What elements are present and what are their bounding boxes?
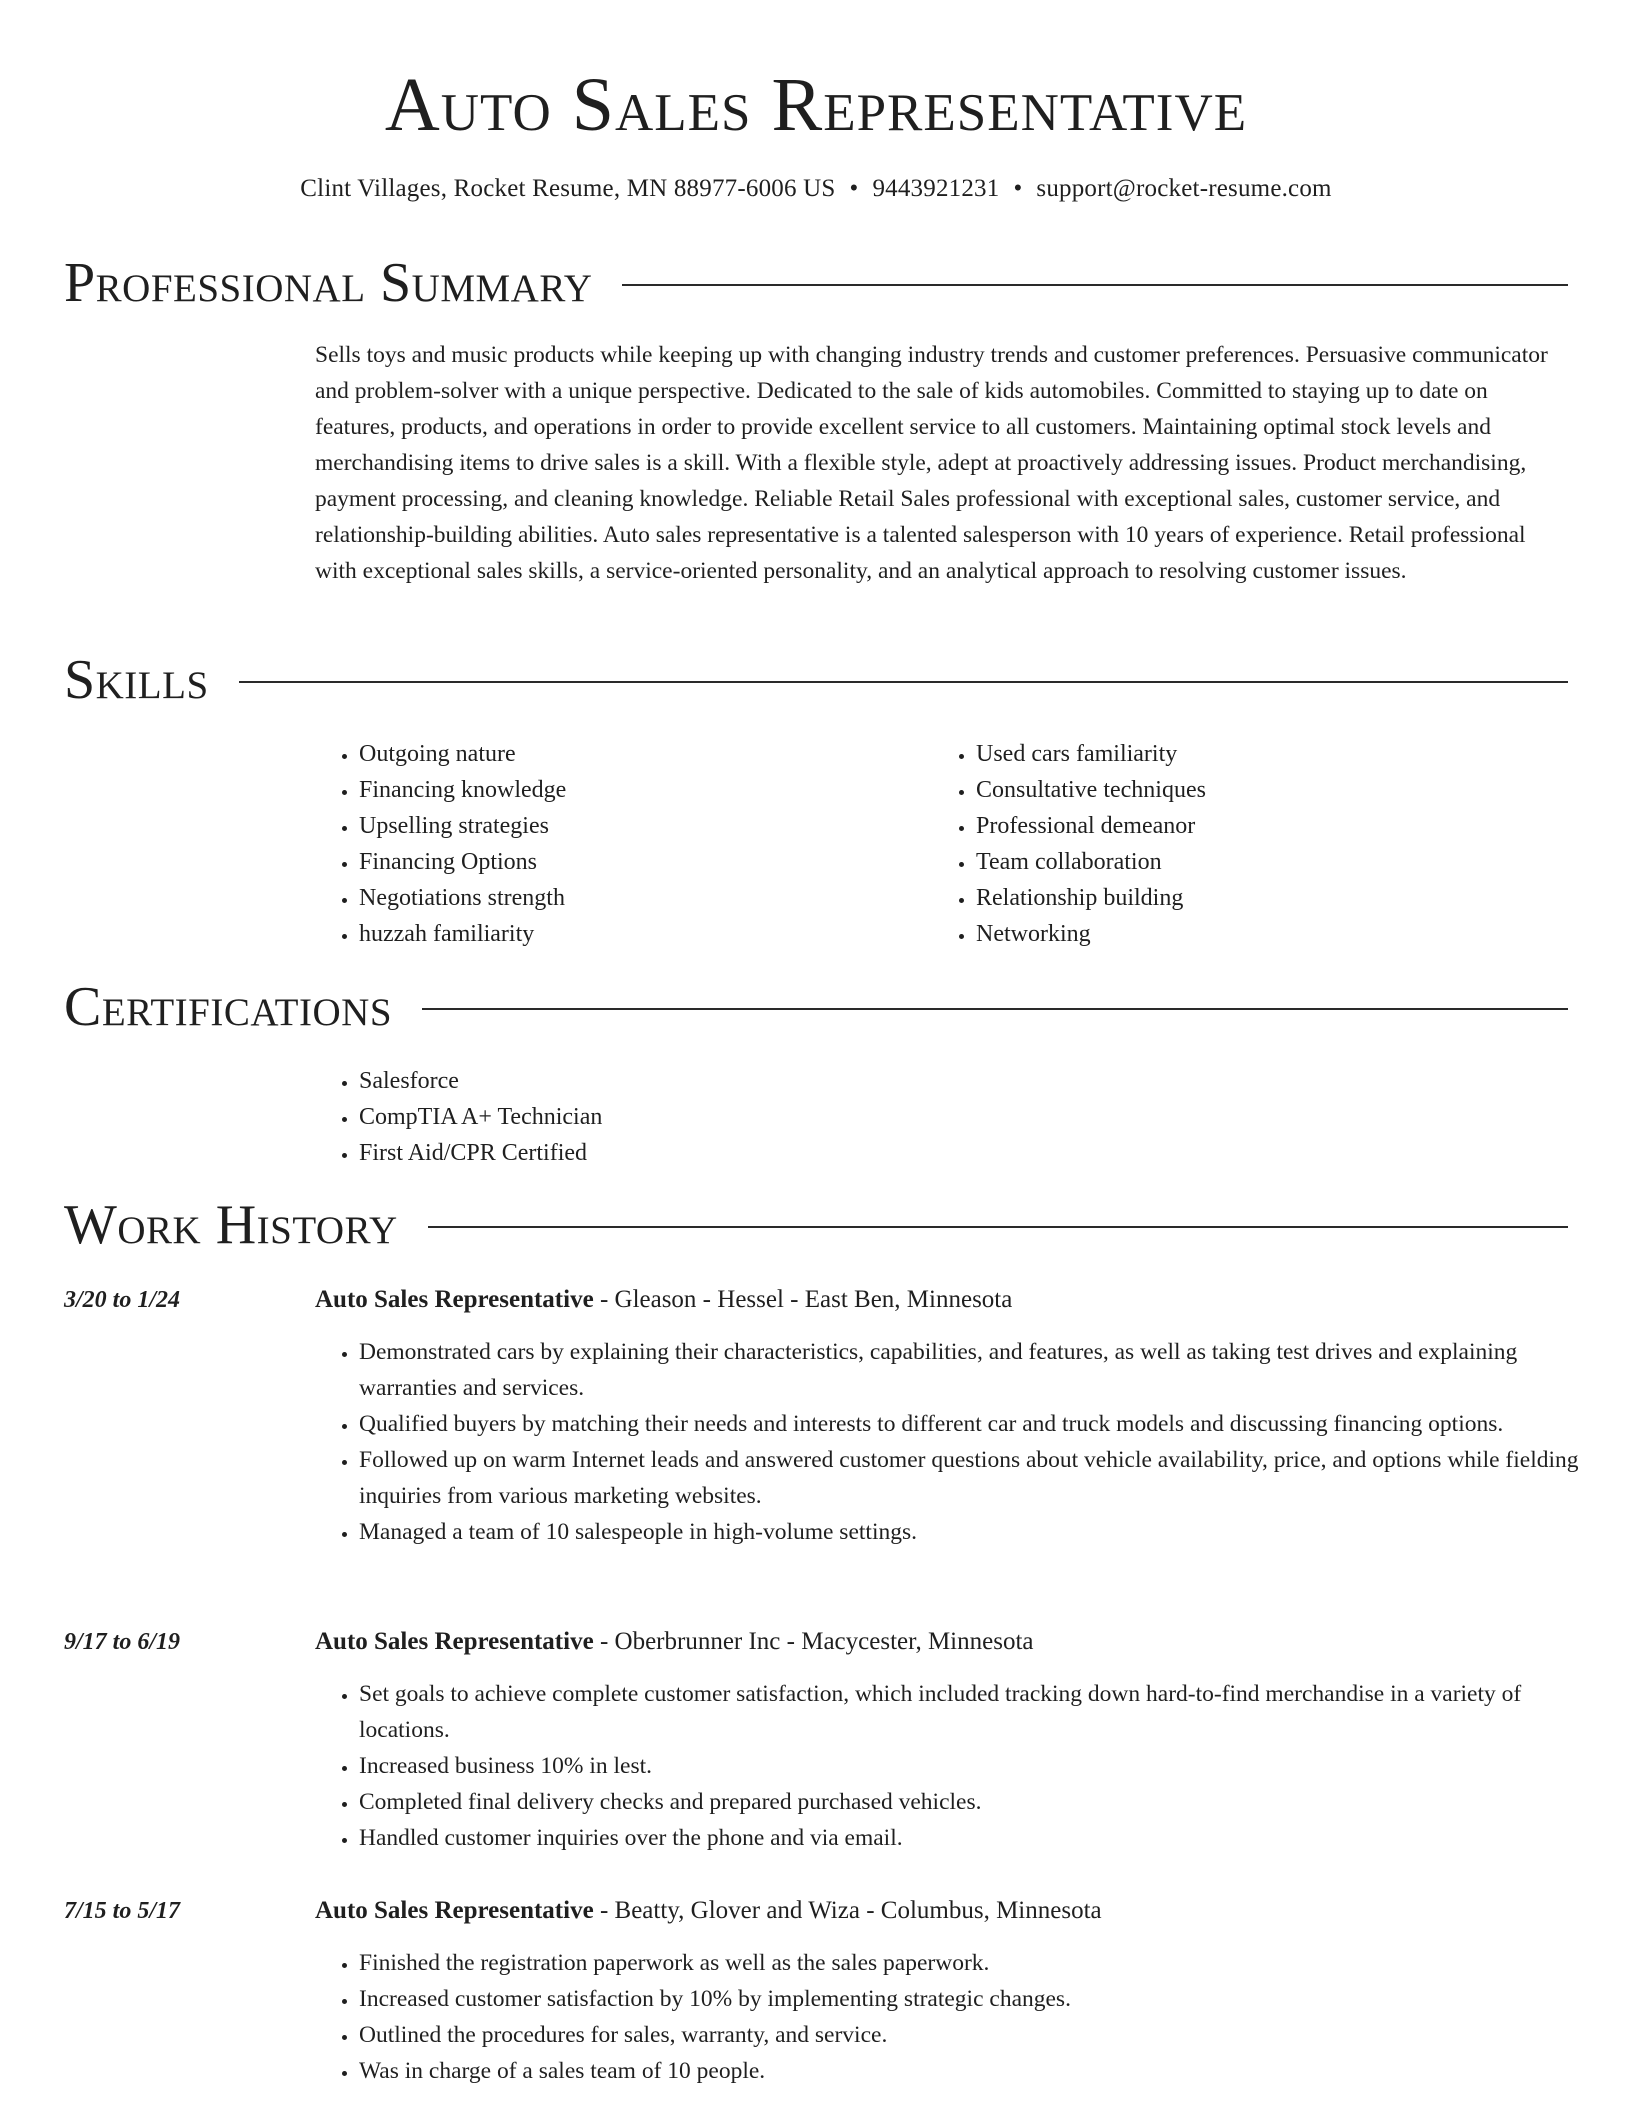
job-bullets xyxy=(315,1945,1617,2089)
resume-title: Auto Sales Representative xyxy=(384,63,1248,147)
section-header-certifications xyxy=(64,972,1568,1042)
section-divider xyxy=(428,1226,1568,1228)
job-dates: 3/20 to 1/24 xyxy=(64,1287,181,1313)
skill-item: • Outgoing nature xyxy=(359,736,875,772)
job-dates: 7/15 to 5/17 xyxy=(64,1898,181,1924)
job-bullets xyxy=(315,1676,1617,1856)
job-bullet: • Demonstrated cars by explaining their characteristics, capabilities, and features, as well as taking test drives and explaining warranties and services. xyxy=(359,1334,1617,1406)
section-title-summary: Professional Summary xyxy=(64,252,593,314)
contact-line xyxy=(0,172,1632,206)
skills-column-left xyxy=(315,736,875,952)
skill-item: • Negotiations strength xyxy=(359,880,875,916)
section-divider xyxy=(622,284,1568,286)
certification-item: • First Aid/CPR Certified xyxy=(359,1135,1115,1171)
job-role: Auto Sales Representative xyxy=(315,1628,594,1655)
skill-item: • Financing knowledge xyxy=(359,772,875,808)
job-heading xyxy=(315,1624,1033,1660)
job-bullet: • Completed final delivery checks and prepared purchased vehicles. xyxy=(359,1784,1617,1820)
section-header-summary xyxy=(64,248,1568,318)
contact-separator: • xyxy=(1013,175,1023,202)
skills-column-right xyxy=(932,736,1492,952)
job-bullet: • Handled customer inquiries over the phone and via email. xyxy=(359,1820,1617,1856)
contact-separator: • xyxy=(849,175,859,202)
skills-list-left xyxy=(315,736,875,952)
section-header-skills xyxy=(64,645,1568,715)
certifications-block xyxy=(315,1063,1115,1171)
skills-list-right xyxy=(932,736,1492,952)
job-heading xyxy=(315,1893,1102,1929)
contact-address: Clint Villages, Rocket Resume, MN 88977-6006 US xyxy=(300,175,836,202)
job-bullet: • Increased customer satisfaction by 10% by implementing strategic changes. xyxy=(359,1981,1617,2017)
job-bullet: • Managed a team of 10 salespeople in high-volume settings. xyxy=(359,1514,1617,1550)
skill-item: • Relationship building xyxy=(976,880,1492,916)
skill-item: • Professional demeanor xyxy=(976,808,1492,844)
section-title-skills: Skills xyxy=(64,649,209,711)
job-bullet: • Finished the registration paperwork as well as the sales paperwork. xyxy=(359,1945,1617,1981)
section-title-work-history: Work History xyxy=(64,1194,398,1256)
job-bullet: • Set goals to achieve complete customer satisfaction, which included tracking down hard-to-find merchandise in a variety of locations. xyxy=(359,1676,1617,1748)
contact-phone: 9443921231 xyxy=(872,175,1000,202)
section-divider xyxy=(239,681,1568,683)
skill-item: • huzzah familiarity xyxy=(359,916,875,952)
section-divider xyxy=(422,1008,1568,1010)
skill-item: • Team collaboration xyxy=(976,844,1492,880)
job-bullet: • Was in charge of a sales team of 10 people. xyxy=(359,2053,1617,2089)
job-role: Auto Sales Representative xyxy=(315,1897,594,1924)
certification-item: • CompTIA A+ Technician xyxy=(359,1099,1115,1135)
certification-item: • Salesforce xyxy=(359,1063,1115,1099)
job-employer: - Gleason - Hessel - East Ben, Minnesota xyxy=(593,1286,1013,1313)
job-bullet: • Outlined the procedures for sales, warranty, and service. xyxy=(359,2017,1617,2053)
contact-email[interactable]: support@rocket-resume.com xyxy=(1036,175,1332,202)
skill-item: • Financing Options xyxy=(359,844,875,880)
section-title-certifications: Certifications xyxy=(64,976,393,1038)
job-heading xyxy=(315,1282,1012,1318)
job-dates: 9/17 to 6/19 xyxy=(64,1629,181,1655)
skill-item: • Upselling strategies xyxy=(359,808,875,844)
job-bullets xyxy=(315,1334,1617,1550)
skill-item: • Consultative techniques xyxy=(976,772,1492,808)
job-bullet: • Increased business 10% in lest. xyxy=(359,1748,1617,1784)
certifications-list xyxy=(315,1063,1115,1171)
job-employer: - Beatty, Glover and Wiza - Columbus, Minnesota xyxy=(593,1897,1102,1924)
skill-item: • Networking xyxy=(976,916,1492,952)
summary-text: Sells toys and music products while keeping up with changing industry trends and customer preferences. Persuasive communicator and problem-solver with a unique perspective. Dedicated to the sale of kids automobiles. Committed to staying up to date on features, products, and operations in order to provide excellent service to all customers. Maintaining optimal stock levels and merchandising items to drive sales is a skill. With a flexible style, adept at proactively addressing issues. Product merchandising, payment processing, and cleaning knowledge. Reliable Retail Sales professional with exceptional sales, customer service, and relationship-building abilities. Auto sales representative is a talented salesperson with 10 years of experience. Retail professional with exceptional sales skills, a service-oriented personality, and an analytical approach to resolving customer issues. xyxy=(315,342,1548,584)
job-bullet: • Followed up on warm Internet leads and answered customer questions about vehicle availability, price, and options while fielding inquiries from various marketing websites. xyxy=(359,1442,1617,1514)
job-bullet: • Qualified buyers by matching their needs and interests to different car and truck models and discussing financing options. xyxy=(359,1406,1617,1442)
job-role: Auto Sales Representative xyxy=(315,1286,594,1313)
section-header-work-history xyxy=(64,1190,1568,1260)
skill-item: • Used cars familiarity xyxy=(976,736,1492,772)
job-employer: - Oberbrunner Inc - Macycester, Minnesota xyxy=(593,1628,1034,1655)
